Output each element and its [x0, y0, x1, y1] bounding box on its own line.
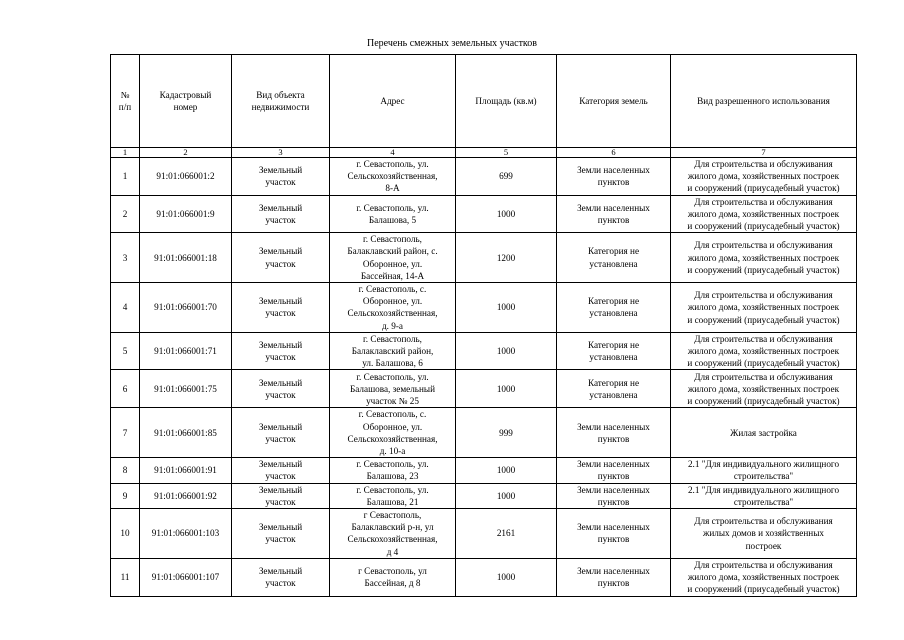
cadastral-number: 91:01:066001:107 — [140, 558, 232, 596]
area: 1000 — [456, 558, 557, 596]
object-type: Земельный участок — [232, 195, 330, 233]
permitted-use: Для строительства и обслуживания жилого дома, хозяйственных построек и сооружений (приусадебный участок) — [671, 158, 857, 196]
land-category: Земли населенных пунктов — [557, 458, 671, 483]
column-number: 4 — [330, 148, 456, 158]
object-type: Земельный участок — [232, 332, 330, 370]
object-type: Земельный участок — [232, 509, 330, 559]
cadastral-number: 91:01:066001:85 — [140, 408, 232, 458]
land-category: Земли населенных пунктов — [557, 158, 671, 196]
permitted-use: Для строительства и обслуживания жилого дома, хозяйственных построек и сооружений (приусадебный участок) — [671, 332, 857, 370]
row-number: 2 — [111, 195, 140, 233]
object-type: Земельный участок — [232, 370, 330, 408]
area: 1200 — [456, 233, 557, 283]
cadastral-number: 91:01:066001:18 — [140, 233, 232, 283]
land-category: Категория не установлена — [557, 233, 671, 283]
object-type: Земельный участок — [232, 483, 330, 508]
table-row — [111, 332, 857, 370]
land-category: Категория не установлена — [557, 332, 671, 370]
table-row — [111, 195, 857, 233]
document-title: Перечень смежных земельных участков — [366, 38, 538, 49]
land-category: Категория не установлена — [557, 370, 671, 408]
area: 1000 — [456, 483, 557, 508]
row-number: 4 — [111, 283, 140, 333]
table-row — [111, 483, 857, 508]
row-number: 7 — [111, 408, 140, 458]
header-number: № п/п — [111, 55, 140, 148]
address: г. Севастополь, Балаклавский район, с. Оборонное, ул. Бассейная, 14-А — [330, 233, 456, 283]
area: 699 — [456, 158, 557, 196]
address: г. Севастополь, Балаклавский район, ул. Балашова, 6 — [330, 332, 456, 370]
address: г. Севастополь, ул. Балашова, 5 — [330, 195, 456, 233]
header-land-category: Категория земель — [557, 55, 671, 148]
table-row — [111, 408, 857, 458]
header-cadastral-number: Кадастровый номер — [140, 55, 232, 148]
table-row — [111, 283, 857, 333]
address: г. Севастополь, ул. Балашова, земельный участок № 25 — [330, 370, 456, 408]
table-row — [111, 370, 857, 408]
land-category: Земли населенных пунктов — [557, 195, 671, 233]
row-number: 1 — [111, 158, 140, 196]
object-type: Земельный участок — [232, 408, 330, 458]
row-number: 11 — [111, 558, 140, 596]
land-category: Категория не установлена — [557, 283, 671, 333]
area: 1000 — [456, 195, 557, 233]
object-type: Земельный участок — [232, 458, 330, 483]
permitted-use: Для строительства и обслуживания жилого дома, хозяйственных построек и сооружений (приусадебный участок) — [671, 558, 857, 596]
address: г. Севастополь, ул. Балашова, 21 — [330, 483, 456, 508]
column-number: 7 — [671, 148, 857, 158]
permitted-use: Жилая застройка — [671, 408, 857, 458]
row-number: 9 — [111, 483, 140, 508]
object-type: Земельный участок — [232, 233, 330, 283]
column-number: 3 — [232, 148, 330, 158]
header-row — [111, 55, 857, 148]
cadastral-number: 91:01:066001:71 — [140, 332, 232, 370]
row-number: 5 — [111, 332, 140, 370]
cadastral-number: 91:01:066001:91 — [140, 458, 232, 483]
land-category: Земли населенных пунктов — [557, 509, 671, 559]
permitted-use: Для строительства и обслуживания жилого дома, хозяйственных построек и сооружений (приусадебный участок) — [671, 195, 857, 233]
cadastral-number: 91:01:066001:92 — [140, 483, 232, 508]
row-number: 3 — [111, 233, 140, 283]
table-row — [111, 158, 857, 196]
cadastral-number: 91:01:066001:103 — [140, 509, 232, 559]
land-category: Земли населенных пунктов — [557, 558, 671, 596]
column-number: 6 — [557, 148, 671, 158]
address: г. Севастополь, с. Оборонное, ул. Сельскохозяйственная, д. 9-а — [330, 283, 456, 333]
address: г Севастополь, ул Бассейная, д 8 — [330, 558, 456, 596]
address: г. Севастополь, ул. Балашова, 23 — [330, 458, 456, 483]
area: 1000 — [456, 458, 557, 483]
table-row — [111, 509, 857, 559]
header-area: Площадь (кв.м) — [456, 55, 557, 148]
column-number: 1 — [111, 148, 140, 158]
row-number: 8 — [111, 458, 140, 483]
land-category: Земли населенных пунктов — [557, 408, 671, 458]
area: 1000 — [456, 332, 557, 370]
permitted-use: 2.1 "Для индивидуального жилищного строительства" — [671, 458, 857, 483]
table-row — [111, 458, 857, 483]
land-category: Земли населенных пунктов — [557, 483, 671, 508]
cadastral-number: 91:01:066001:75 — [140, 370, 232, 408]
header-object-type: Вид объекта недвижимости — [232, 55, 330, 148]
area: 1000 — [456, 283, 557, 333]
object-type: Земельный участок — [232, 158, 330, 196]
cadastral-number: 91:01:066001:70 — [140, 283, 232, 333]
column-number: 5 — [456, 148, 557, 158]
table-row — [111, 233, 857, 283]
area: 999 — [456, 408, 557, 458]
object-type: Земельный участок — [232, 283, 330, 333]
header-address: Адрес — [330, 55, 456, 148]
permitted-use: Для строительства и обслуживания жилых домов и хозяйственных построек — [671, 509, 857, 559]
address: г. Севастополь, ул. Сельскохозяйственная, 8-А — [330, 158, 456, 196]
object-type: Земельный участок — [232, 558, 330, 596]
permitted-use: 2.1 "Для индивидуального жилищного строительства" — [671, 483, 857, 508]
area: 2161 — [456, 509, 557, 559]
column-number: 2 — [140, 148, 232, 158]
permitted-use: Для строительства и обслуживания жилого дома, хозяйственных построек и сооружений (приусадебный участок) — [671, 233, 857, 283]
permitted-use: Для строительства и обслуживания жилого дома, хозяйственных построек и сооружений (приусадебный участок) — [671, 283, 857, 333]
row-number: 10 — [111, 509, 140, 559]
area: 1000 — [456, 370, 557, 408]
table-row — [111, 558, 857, 596]
header-permitted-use: Вид разрешенного использования — [671, 55, 857, 148]
cadastral-number: 91:01:066001:2 — [140, 158, 232, 196]
address: г. Севастополь, с. Оборонное, ул. Сельскохозяйственная, д. 10-а — [330, 408, 456, 458]
address: г Севастополь, Балаклавский р-н, ул Сельскохозяйственная, д 4 — [330, 509, 456, 559]
land-plots-table — [110, 54, 857, 597]
cadastral-number: 91:01:066001:9 — [140, 195, 232, 233]
row-number: 6 — [111, 370, 140, 408]
permitted-use: Для строительства и обслуживания жилого дома, хозяйственных построек и сооружений (приусадебный участок) — [671, 370, 857, 408]
column-number-row — [111, 148, 857, 158]
